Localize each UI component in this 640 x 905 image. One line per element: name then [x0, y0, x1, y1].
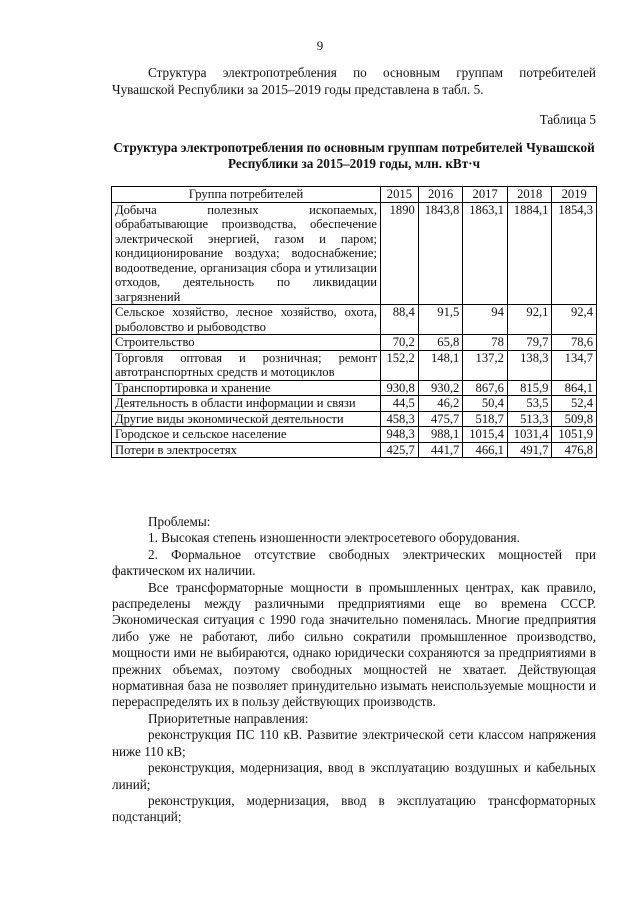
table-row	[112, 335, 597, 351]
row-group: Городское и сельское население	[112, 427, 381, 443]
paragraph: 2. Формальное отсутствие свободных электрических мощностей при фактическом их наличии.	[112, 546, 596, 579]
paragraph: 1. Высокая степень изношенности электросетевого оборудования.	[148, 530, 520, 546]
row-value: 138,3	[507, 350, 552, 380]
page-number: 9	[316, 38, 324, 53]
row-value: 509,8	[552, 411, 597, 427]
row-value: 1884,1	[507, 202, 552, 305]
row-value: 46,2	[418, 396, 463, 412]
table-row	[112, 350, 597, 380]
row-value: 815,9	[507, 380, 552, 396]
row-group: Другие виды экономической деятельности	[112, 411, 381, 427]
row-value: 458,3	[381, 411, 419, 427]
row-value: 988,1	[418, 427, 463, 443]
paragraph: реконструкция, модернизация, ввод в эксплуатацию трансформаторных подстанций;	[112, 792, 596, 825]
row-group: Транспортировка и хранение	[112, 380, 381, 396]
row-value: 78	[463, 335, 508, 351]
paragraph: реконструкция ПС 110 кВ. Развитие электрической сети классом напряжения ниже 110 кВ;	[112, 727, 596, 759]
row-group: Деятельность в области информации и связи	[112, 396, 381, 412]
header-year: 2017	[463, 187, 508, 203]
header-group: Группа потребителей	[112, 187, 381, 203]
row-value: 79,7	[507, 335, 552, 351]
row-value: 1863,1	[463, 202, 508, 305]
row-group: Сельское хозяйство, лесное хозяйство, охота, рыболовство и рыбоводство	[112, 305, 381, 335]
row-value: 52,4	[552, 396, 597, 412]
row-value: 491,7	[507, 442, 552, 458]
row-value: 466,1	[463, 442, 508, 458]
paragraph: Приоритетные направления:	[148, 710, 309, 726]
header-year: 2018	[507, 187, 552, 203]
table-row	[112, 442, 597, 458]
header-year: 2016	[418, 187, 463, 203]
paragraph: реконструкция, модернизация, ввод в эксплуатацию воздушных и кабельных линий;	[112, 760, 596, 792]
table-row	[112, 380, 597, 396]
row-value: 948,3	[381, 427, 419, 443]
row-value: 864,1	[552, 380, 597, 396]
row-value: 1051,9	[552, 427, 597, 443]
row-value: 1031,4	[507, 427, 552, 443]
row-value: 65,8	[418, 335, 463, 351]
table-header-row	[112, 187, 597, 203]
row-group: Торговля оптовая и розничная; ремонт автотранспортных средств и мотоциклов	[112, 350, 381, 380]
row-value: 137,2	[463, 350, 508, 380]
row-value: 92,1	[507, 305, 552, 335]
row-value: 475,7	[418, 411, 463, 427]
row-value: 78,6	[552, 335, 597, 351]
table-label: Таблица 5	[539, 112, 596, 127]
header-year: 2015	[381, 187, 419, 203]
table-title: Структура электропотребления по основным группам потребителей Чувашской Республики за 2015–2019 годы, млн. кВт·ч	[113, 140, 595, 171]
row-value: 94	[463, 305, 508, 335]
row-group: Строительство	[112, 335, 381, 351]
row-value: 476,8	[552, 442, 597, 458]
row-value: 91,5	[418, 305, 463, 335]
row-value: 70,2	[381, 335, 419, 351]
paragraph: Проблемы:	[148, 514, 211, 529]
row-value: 930,8	[381, 380, 419, 396]
row-value: 1015,4	[463, 427, 508, 443]
row-value: 1890	[381, 202, 419, 305]
header-year: 2019	[552, 187, 597, 203]
row-value: 134,7	[552, 350, 597, 380]
row-value: 518,7	[463, 411, 508, 427]
row-value: 148,1	[418, 350, 463, 380]
table-row	[112, 411, 597, 427]
row-value: 441,7	[418, 442, 463, 458]
row-value: 867,6	[463, 380, 508, 396]
row-value: 513,3	[507, 411, 552, 427]
row-group: Потери в электросетях	[112, 442, 381, 458]
row-value: 92,4	[552, 305, 597, 335]
paragraph: Все трансформаторные мощности в промышленных центрах, как правило, распределены между различными предприятиями еще во времена СССР. Экономическая ситуация с 1990 года значительно поменялась. Многие предприятия либо уже не работают, либо сильно сократили промышленное производство, мощности ими не выбираются, однако юридически сохраняются за предприятиями в прежних объемах, поэтому свободных мощностей не хватает. Действующая нормативная база не позволяет принудительно изымать неиспользуемые мощности и перераспределять их в пользу действующих производств.	[112, 579, 596, 710]
consumption-table	[111, 186, 597, 458]
body-text	[112, 514, 596, 826]
row-value: 53,5	[507, 396, 552, 412]
row-value: 1854,3	[552, 202, 597, 305]
table-row	[112, 427, 597, 443]
table-row	[112, 305, 597, 335]
row-value: 425,7	[381, 442, 419, 458]
row-value: 930,2	[418, 380, 463, 396]
row-value: 50,4	[463, 396, 508, 412]
row-value: 1843,8	[418, 202, 463, 305]
table-row	[112, 396, 597, 412]
row-group: Добыча полезных ископаемых, обрабатывающие производства, обеспечение электрической энергией, газом и паром; кондиционирование воздуха; водоснабжение; водоотведение, организация сбора и утилизации отходов, деятельность по ликвидации загрязнений	[112, 202, 381, 305]
intro-paragraph: Структура электропотребления по основным группам потребителей Чувашской Республики за 2015–2019 годы представлена в табл. 5.	[112, 65, 596, 97]
row-value: 152,2	[381, 350, 419, 380]
row-value: 88,4	[381, 305, 419, 335]
table-row	[112, 202, 597, 305]
row-value: 44,5	[381, 396, 419, 412]
